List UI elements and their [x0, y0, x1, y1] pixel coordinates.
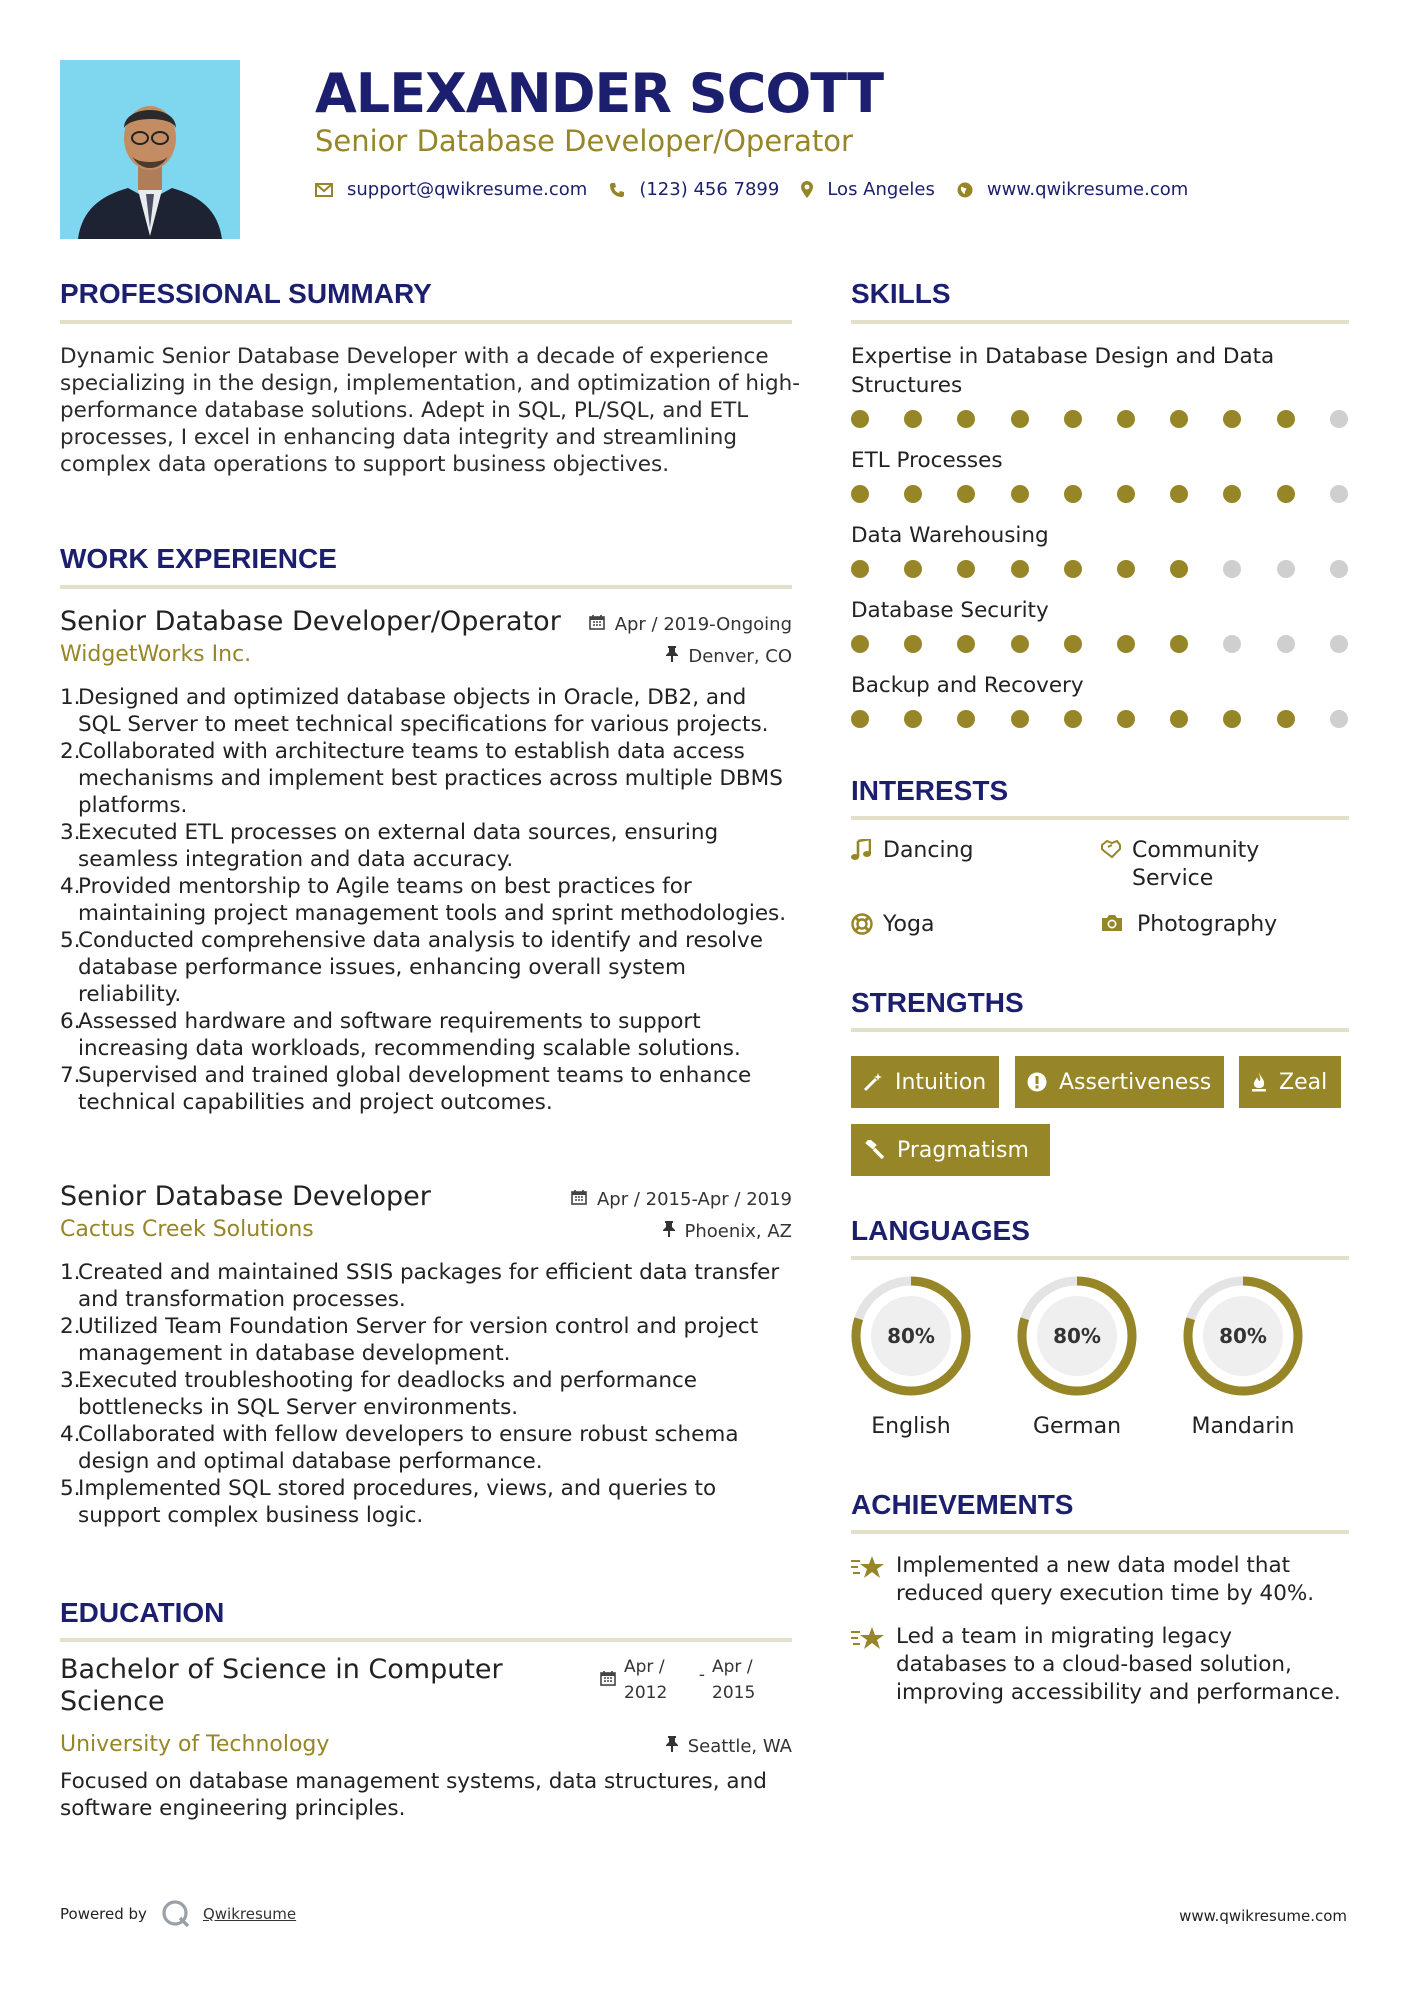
- skill-dot-filled: [1011, 560, 1029, 578]
- skill-item: [851, 596, 1349, 655]
- job-dates: Apr / 2019-Ongoing: [589, 614, 792, 635]
- job-location: Denver, CO: [666, 646, 792, 667]
- skill-dot-filled: [1064, 635, 1082, 653]
- achievements-divider: [851, 1530, 1349, 1534]
- strength-badge: Assertiveness: [1015, 1056, 1224, 1108]
- summary-text: Dynamic Senior Database Developer with a decade of experience specializing in the design, implementation, and optimization of high-performance database solutions. Adept in SQL, PL/SQL, and ETL processes, I excel in enhancing data integrity and streamlining complex data operations to support business objectives.: [60, 344, 800, 477]
- skill-dot-filled: [1170, 485, 1188, 503]
- list-item: 3. Executed ETL processes on external data sources, ensuring seamless integration and data accuracy.: [60, 820, 719, 872]
- strengths-divider: [851, 1028, 1349, 1032]
- skill-name: Database Security: [851, 598, 1049, 623]
- job-location: Phoenix, AZ: [663, 1221, 793, 1242]
- interest-item: Photography: [1100, 911, 1320, 941]
- globe-icon: [957, 182, 973, 198]
- skill-dot-empty: [1330, 710, 1348, 728]
- handshake-icon: [1100, 837, 1132, 893]
- skill-rating: [851, 485, 1349, 505]
- skill-rating: [851, 710, 1349, 730]
- skill-dot-filled: [1170, 710, 1188, 728]
- list-item: 2. Utilized Team Foundation Server for version control and project management in database development.: [60, 1314, 759, 1366]
- exclamation-circle-icon: [1027, 1072, 1047, 1092]
- contact-website[interactable]: www.qwikresume.com: [986, 179, 1189, 200]
- skill-dot-filled: [1277, 410, 1295, 428]
- skill-item: [851, 521, 1349, 580]
- skill-dot-filled: [1011, 635, 1029, 653]
- summary-heading: PROFESSIONAL SUMMARY: [60, 278, 432, 309]
- pushpin-icon: [666, 646, 678, 667]
- skill-dot-filled: [851, 710, 869, 728]
- calendar-icon: [589, 614, 605, 635]
- skills-divider: [851, 320, 1349, 324]
- language-name: English: [871, 1414, 951, 1439]
- skill-dot-filled: [1011, 710, 1029, 728]
- skill-dot-filled: [1011, 485, 1029, 503]
- skill-dot-filled: [1117, 635, 1135, 653]
- language-percent: 80%: [887, 1324, 935, 1348]
- skill-dot-filled: [1117, 485, 1135, 503]
- job-entry: [60, 1181, 792, 1529]
- calendar-icon: [600, 1668, 616, 1706]
- skill-dot-filled: [957, 635, 975, 653]
- language-item: [1015, 1274, 1139, 1439]
- camera-icon: [1100, 911, 1137, 941]
- skill-rating: [851, 410, 1349, 430]
- skill-dot-empty: [1330, 635, 1348, 653]
- lifebuoy-icon: [851, 911, 883, 943]
- achievements-heading: ACHIEVEMENTS: [851, 1489, 1074, 1520]
- language-name: German: [1032, 1414, 1122, 1439]
- skill-dot-filled: [851, 485, 869, 503]
- skill-dot-filled: [851, 410, 869, 428]
- list-item: 6. Assessed hardware and software requirements to support increasing data workloads, recommending scalable solutions.: [60, 1009, 741, 1061]
- star-ribbon-icon: [851, 1552, 896, 1608]
- education-school: University of Technology: [60, 1732, 330, 1757]
- interest-item: Dancing: [851, 837, 1051, 869]
- job-bullets: [60, 684, 792, 1116]
- skill-dot-filled: [904, 710, 922, 728]
- education-date-separator: -: [698, 1665, 706, 1685]
- strength-badge: Intuition: [851, 1056, 999, 1108]
- skill-dot-filled: [1170, 635, 1188, 653]
- languages-divider: [851, 1256, 1349, 1260]
- experience-divider: [60, 585, 792, 589]
- strength-badge: Zeal: [1239, 1056, 1341, 1108]
- magic-wand-icon: [863, 1072, 883, 1092]
- skill-dot-filled: [1170, 560, 1188, 578]
- contact-phone[interactable]: (123) 456 7899: [639, 179, 780, 200]
- job-entry: [60, 606, 792, 1116]
- strengths-heading: STRENGTHS: [851, 987, 1024, 1018]
- skill-dot-filled: [957, 485, 975, 503]
- language-gauge: [1015, 1274, 1139, 1398]
- language-name: Mandarin: [1191, 1414, 1295, 1439]
- envelope-icon: [315, 183, 333, 197]
- interests-divider: [851, 816, 1349, 820]
- qwikresume-logo-icon: [161, 1899, 191, 1929]
- pushpin-icon: [663, 1221, 675, 1242]
- job-role: Senior Database Developer/Operator: [60, 606, 561, 637]
- skill-dot-filled: [1277, 710, 1295, 728]
- job-company: WidgetWorks Inc.: [60, 642, 252, 667]
- list-item: 1. Designed and optimized database objects in Oracle, DB2, and SQL Server to meet technical specifications for various projects.: [60, 685, 769, 737]
- skill-dot-empty: [1277, 560, 1295, 578]
- footer-url[interactable]: www.qwikresume.com: [1179, 1907, 1347, 1925]
- list-item: 2. Collaborated with architecture teams to establish data access mechanisms and implement best practices across multiple DBMS platforms.: [60, 739, 783, 818]
- skill-dot-filled: [1223, 710, 1241, 728]
- education-heading: EDUCATION: [60, 1597, 225, 1628]
- list-item: 4. Provided mentorship to Agile teams on best practices for maintaining project management tools and sprint methodologies.: [60, 874, 787, 926]
- skill-dot-filled: [1011, 410, 1029, 428]
- skill-item: [851, 446, 1349, 505]
- language-percent: 80%: [1053, 1324, 1101, 1348]
- list-item: 7. Supervised and trained global development teams to enhance technical capabilities and project outcomes.: [60, 1063, 752, 1115]
- education-dates: [600, 1654, 780, 1706]
- skill-dot-filled: [1117, 710, 1135, 728]
- skill-dot-filled: [1223, 410, 1241, 428]
- skill-dot-filled: [1064, 560, 1082, 578]
- skill-dot-empty: [1330, 410, 1348, 428]
- skill-dot-filled: [957, 560, 975, 578]
- skill-dot-filled: [1277, 485, 1295, 503]
- skill-dot-filled: [904, 635, 922, 653]
- skill-name: Expertise in Database Design and Data Structures: [851, 344, 1275, 398]
- contact-bar: [315, 179, 1210, 200]
- skill-dot-filled: [1064, 710, 1082, 728]
- skill-dot-filled: [1223, 485, 1241, 503]
- education-end: Apr / 2015: [712, 1657, 756, 1703]
- profile-photo: [60, 60, 240, 239]
- candidate-title: Senior Database Developer/Operator: [315, 124, 853, 158]
- list-item: 5. Implemented SQL stored procedures, views, and queries to support complex business logic.: [60, 1476, 717, 1528]
- achievement-item: Led a team in migrating legacy databases to a cloud-based solution, improving accessibility and performance.: [851, 1623, 1341, 1707]
- gavel-icon: [863, 1140, 885, 1160]
- skill-dot-empty: [1223, 635, 1241, 653]
- skill-name: ETL Processes: [851, 448, 1003, 473]
- contact-location: Los Angeles: [827, 179, 935, 200]
- candidate-name: ALEXANDER SCOTT: [315, 62, 884, 125]
- skill-dot-empty: [1223, 560, 1241, 578]
- map-marker-icon: [801, 181, 813, 198]
- education-location: Seattle, WA: [666, 1736, 792, 1757]
- skill-dot-filled: [1117, 560, 1135, 578]
- language-item: [1181, 1274, 1305, 1439]
- calendar-icon: [571, 1189, 587, 1210]
- strength-badge: Pragmatism: [851, 1124, 1050, 1176]
- list-item: 5. Conducted comprehensive data analysis to identify and resolve database performance issues, enhancing overall system reliability.: [60, 928, 763, 1007]
- skill-rating: [851, 560, 1349, 580]
- footer-brand-link[interactable]: Qwikresume: [202, 1905, 297, 1923]
- footer-powered-by: Powered by Qwikresume: [60, 1899, 296, 1929]
- skill-dot-filled: [957, 710, 975, 728]
- skill-dot-filled: [904, 560, 922, 578]
- list-item: 1. Created and maintained SSIS packages for efficient data transfer and transformation processes.: [60, 1260, 780, 1312]
- skill-item: [851, 671, 1349, 730]
- skill-name: Backup and Recovery: [851, 673, 1084, 698]
- job-role: Senior Database Developer: [60, 1181, 431, 1212]
- language-item: [849, 1274, 973, 1439]
- skill-dot-filled: [904, 485, 922, 503]
- skill-dot-filled: [957, 410, 975, 428]
- skill-dot-filled: [904, 410, 922, 428]
- skill-dot-filled: [1064, 485, 1082, 503]
- contact-email[interactable]: support@qwikresume.com: [347, 179, 588, 200]
- skill-rating: [851, 635, 1349, 655]
- skill-dot-empty: [1330, 560, 1348, 578]
- skills-heading: SKILLS: [851, 278, 951, 309]
- achievement-item: Implemented a new data model that reduced query execution time by 40%.: [851, 1552, 1341, 1608]
- skill-dot-filled: [1064, 410, 1082, 428]
- job-bullets: [60, 1259, 792, 1529]
- skill-dot-empty: [1330, 485, 1348, 503]
- language-percent: 80%: [1219, 1324, 1267, 1348]
- job-dates: Apr / 2015-Apr / 2019: [571, 1189, 792, 1210]
- skill-dot-filled: [851, 560, 869, 578]
- phone-icon: [609, 182, 625, 198]
- fire-icon: [1251, 1072, 1267, 1092]
- education-start: Apr / 2012: [624, 1657, 668, 1703]
- list-item: 4. Collaborated with fellow developers to ensure robust schema design and optimal database performance.: [60, 1422, 739, 1474]
- language-gauge: [849, 1274, 973, 1398]
- education-degree: Bachelor of Science in Computer Science: [60, 1654, 503, 1717]
- experience-heading: WORK EXPERIENCE: [60, 543, 337, 574]
- language-gauge: [1181, 1274, 1305, 1398]
- interest-item: Community Service: [1100, 837, 1300, 893]
- skill-dot-filled: [1170, 410, 1188, 428]
- skill-item: [851, 342, 1349, 430]
- education-description: Focused on database management systems, data structures, and software engineering principles.: [60, 1769, 767, 1821]
- skill-dot-filled: [1117, 410, 1135, 428]
- skill-dot-filled: [851, 635, 869, 653]
- education-divider: [60, 1638, 792, 1642]
- languages-heading: LANGUAGES: [851, 1215, 1030, 1246]
- job-company: Cactus Creek Solutions: [60, 1217, 314, 1242]
- list-item: 3. Executed troubleshooting for deadlocks and performance bottlenecks in SQL Server environments.: [60, 1368, 698, 1420]
- star-ribbon-icon: [851, 1623, 896, 1707]
- pushpin-icon: [666, 1736, 678, 1757]
- music-note-icon: [851, 837, 883, 869]
- interest-item: Yoga: [851, 911, 1051, 943]
- summary-divider: [60, 320, 792, 324]
- skill-dot-empty: [1277, 635, 1295, 653]
- interests-heading: INTERESTS: [851, 775, 1009, 806]
- skill-name: Data Warehousing: [851, 523, 1049, 548]
